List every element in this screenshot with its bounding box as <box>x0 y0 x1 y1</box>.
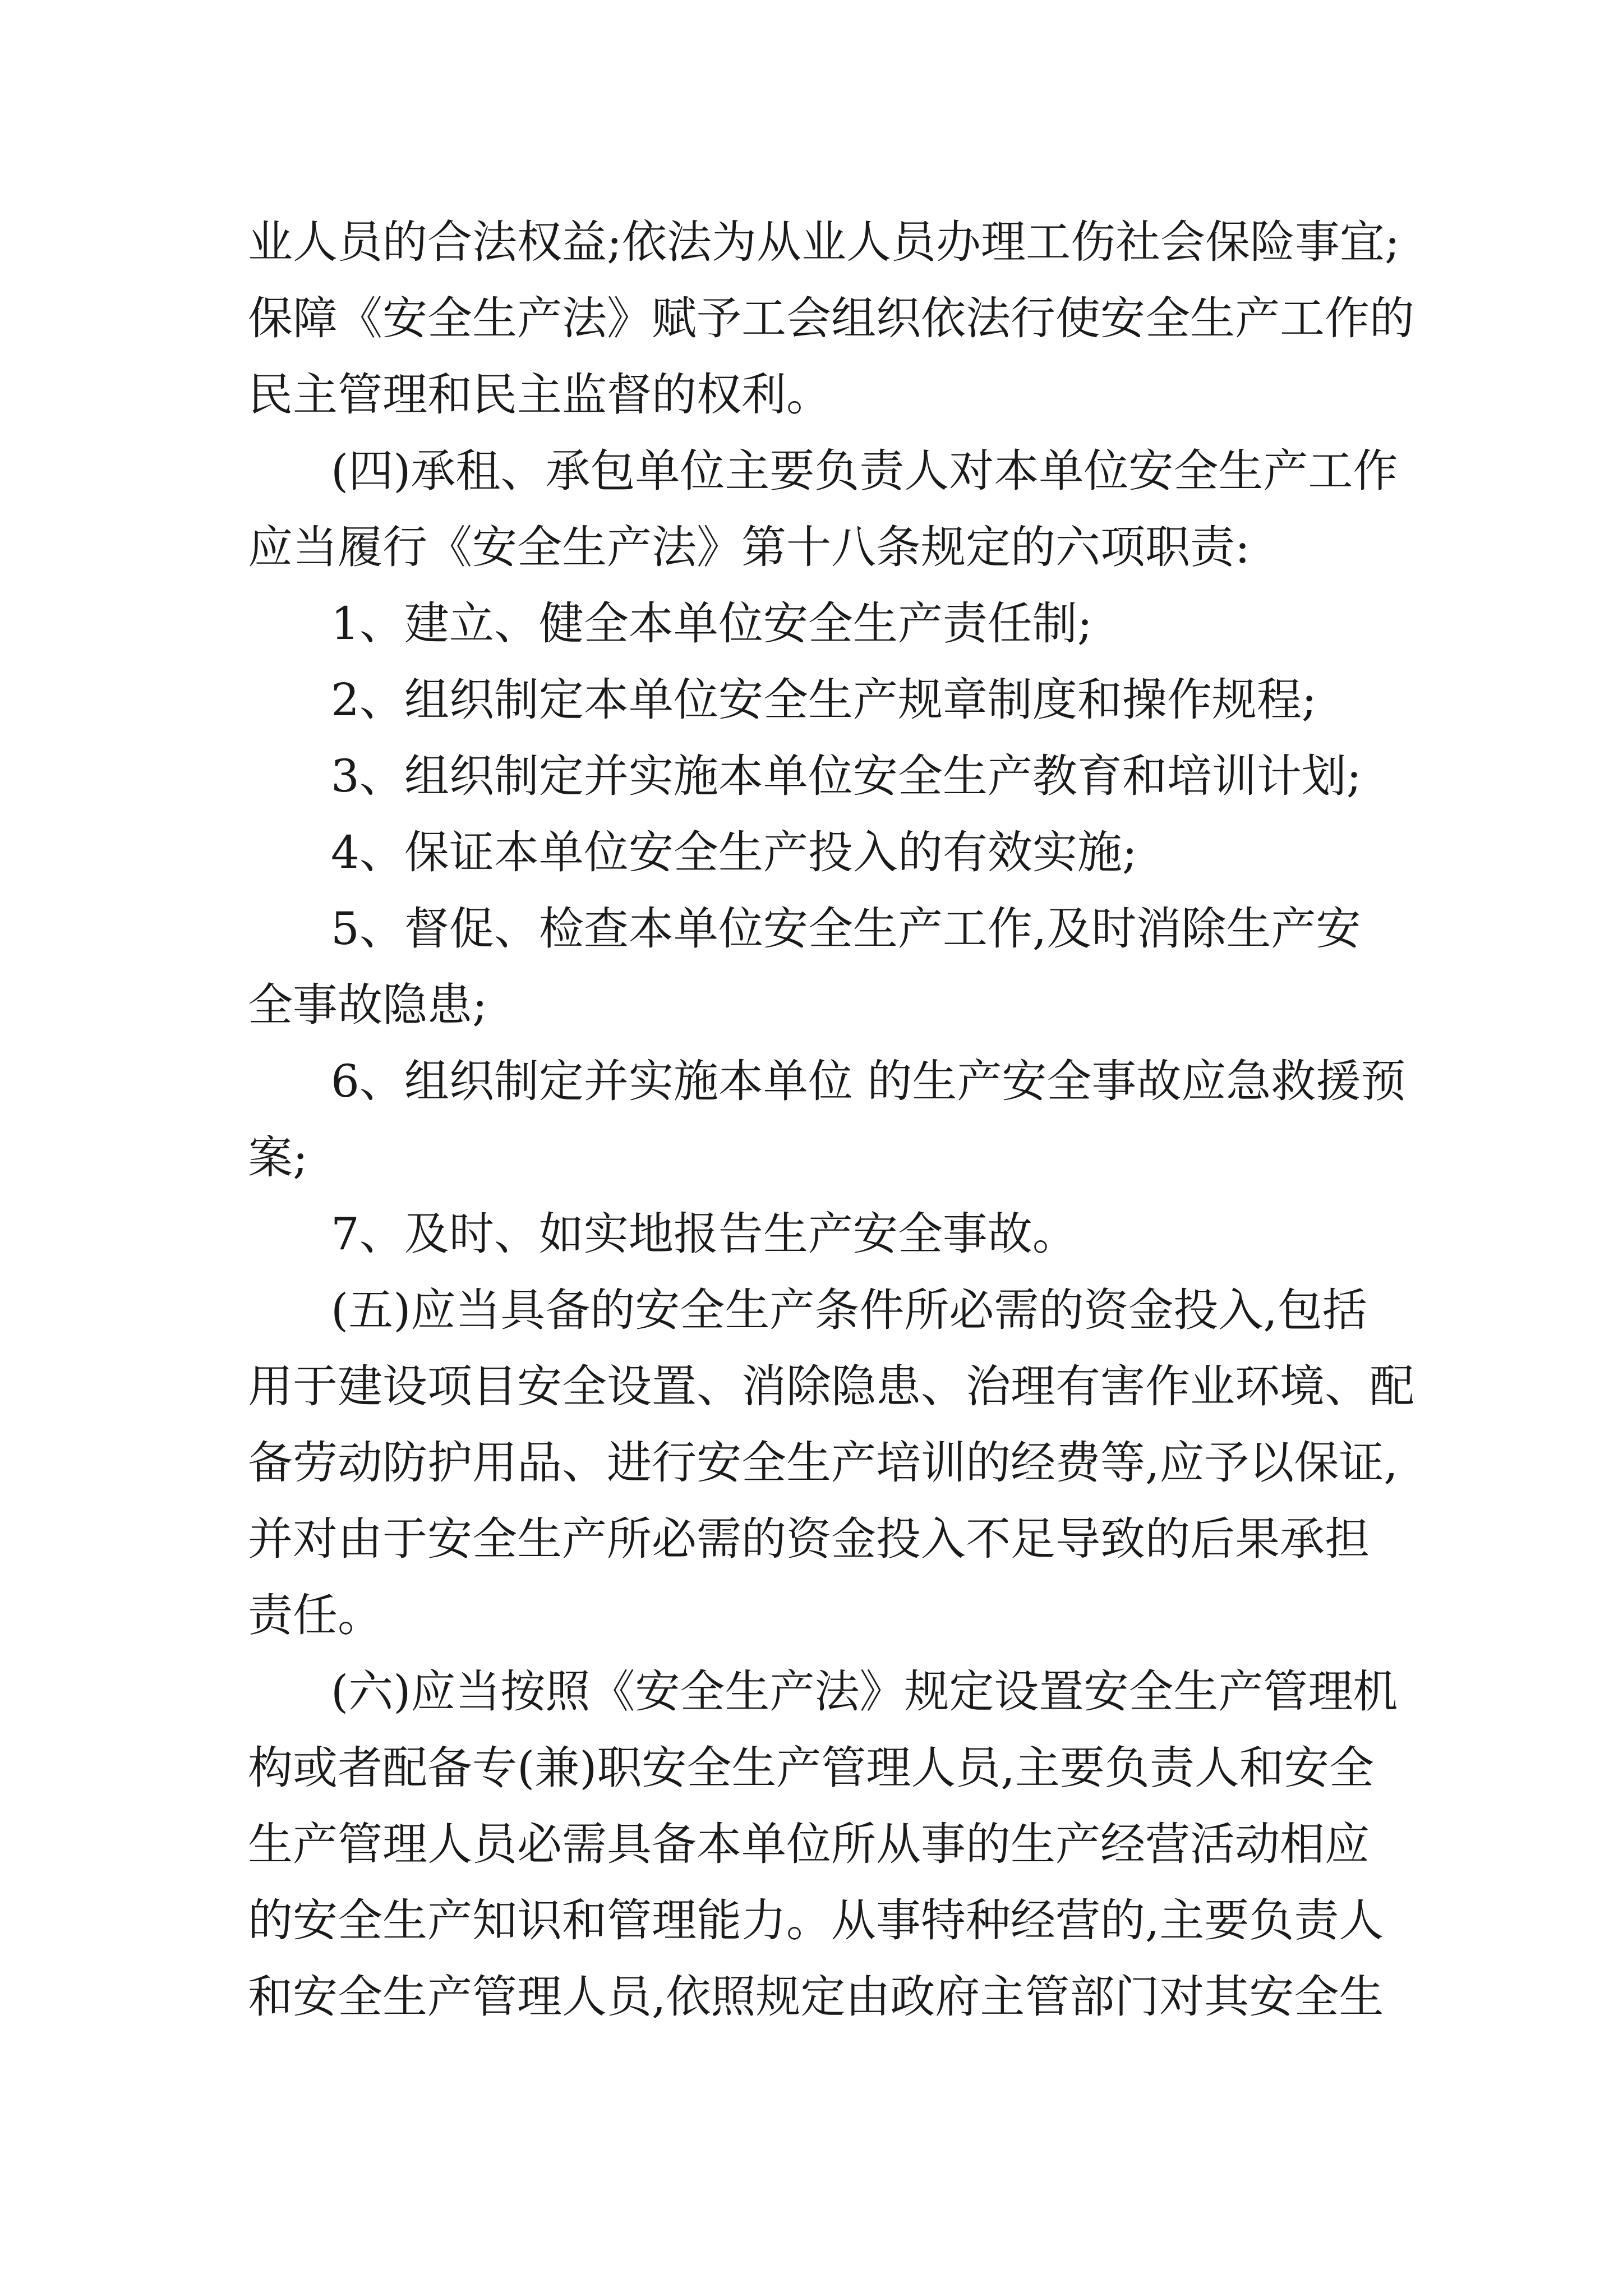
text-line: 5、督促、检查本单位安全生产工作,及时消除生产安 <box>331 903 1361 955</box>
text-line: (五)应当具备的安全生产条件所必需的资金投入,包括 <box>331 1284 1367 1336</box>
text-line: 生产管理人员必需具备本单位所从事的生产经营活动相应 <box>248 1818 1370 1870</box>
text-line: 2、组织制定本单位安全生产规章制度和操作规程; <box>331 674 1317 726</box>
text-line: 备劳动防护用品、进行安全生产培训的经费等,应予以保证, <box>248 1437 1398 1489</box>
text-line: 的安全生产知识和管理能力。从事特种经营的,主要负责人 <box>248 1894 1384 1947</box>
text-line: 全事故隐患; <box>248 979 487 1031</box>
text-line: 6、组织制定并实施本单位 的生产安全事故应急救援预 <box>331 1055 1406 1107</box>
text-line: 案; <box>248 1131 308 1184</box>
text-line: 应当履行《安全生产法》第十八条规定的六项职责: <box>248 521 1250 573</box>
text-line: 7、及时、如实地报告生产安全事故。 <box>331 1208 1077 1260</box>
text-line: 责任。 <box>248 1589 382 1641</box>
text-line: 和安全生产管理人员,依照规定由政府主管部门对其安全生 <box>248 1971 1384 2023</box>
text-line: 用于建设项目安全设置、消除隐患、治理有害作业环境、配 <box>248 1360 1414 1412</box>
text-line: 1、建立、健全本单位安全生产责任制; <box>331 597 1092 650</box>
text-line: 4、保证本单位安全生产投入的有效实施; <box>331 826 1137 878</box>
text-line: (六)应当按照《安全生产法》规定设置安全生产管理机 <box>331 1665 1398 1718</box>
text-line: (四)承租、承包单位主要负责人对本单位安全生产工作 <box>331 445 1398 497</box>
text-line: 构或者配备专(兼)职安全生产管理人员,主要负责人和安全 <box>248 1742 1374 1794</box>
text-line: 3、组织制定并实施本单位安全生产教育和培训计划; <box>331 750 1362 802</box>
text-line: 业人员的合法权益;依法为从业人员办理工伤社会保险事宜; <box>248 216 1400 268</box>
text-line: 民主管理和民主监督的权利。 <box>248 369 831 421</box>
text-line: 保障《安全生产法》赋予工会组织依法行使安全生产工作的 <box>248 292 1414 344</box>
text-line: 并对由于安全生产所必需的资金投入不足导致的后果承担 <box>248 1513 1370 1565</box>
